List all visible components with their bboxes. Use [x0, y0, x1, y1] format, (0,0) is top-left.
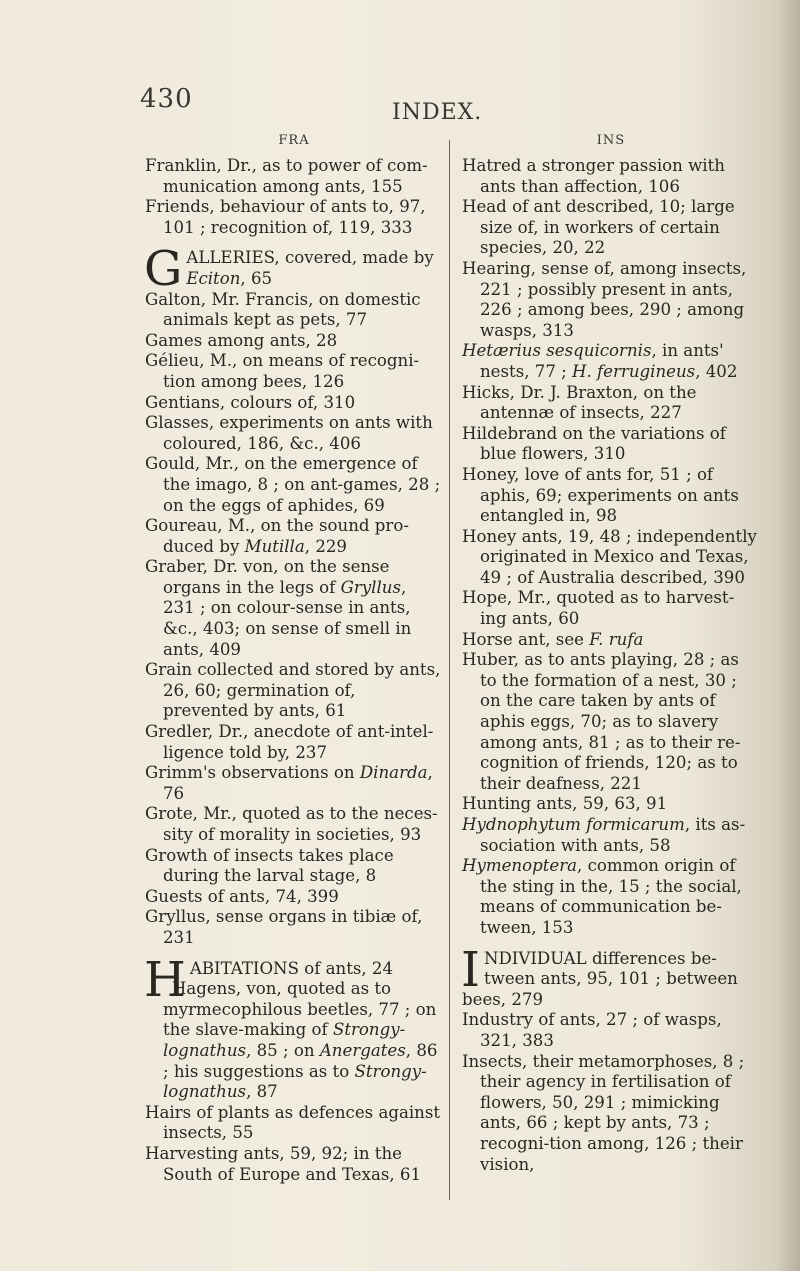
index-entry — [462, 1010, 760, 1051]
entry-text: Huber, as to ants playing, 28 ; as to the formation of a nest, 30 ; on the care taken by ants of aphis eggs, 70; as to slavery among ants, 81 ; as to their re-cognition of friends, 120; as to their deafness, 221 — [462, 650, 741, 793]
entry-text: Hicks, Dr. J. Braxton, on the antennæ of insects, 227 — [462, 382, 697, 423]
italic-term: Strongy-lognathus — [163, 1061, 427, 1102]
section-gap — [145, 238, 443, 248]
index-entry — [462, 527, 760, 589]
italic-term: Gryllus — [340, 577, 401, 597]
italic-term: Mutilla — [244, 536, 305, 556]
entry-text: Glasses, experiments on ants with coloured, 186, &c., 406 — [145, 413, 433, 453]
entry-text: Harvesting ants, 59, 92; in the South of Europe and Texas, 61 — [145, 1143, 422, 1184]
entry-text: ABITATIONS of ants, 24 — [189, 958, 394, 978]
entry-text: Hagens, von, quoted as to myrmecophilous beetles, 77 ; on the slave-making of — [163, 979, 437, 1040]
entry-text: Honey, love of ants for, 51 ; of aphis, 69; experiments on ants entangled in, 98 — [462, 464, 739, 526]
index-entry — [145, 393, 443, 414]
entry-text: Gould, Mr., on the emergence of the imago, 8 ; on ant-games, 28 ; on the eggs of aphides, 69 — [145, 454, 441, 515]
index-entry — [145, 331, 443, 352]
entry-text: Friends, behaviour of ants to, 97, 101 ; recognition of, 119, 333 — [145, 197, 426, 237]
index-entry — [145, 290, 443, 331]
index-entry — [145, 454, 443, 516]
index-entry — [462, 156, 760, 197]
entry-text: Gryllus, sense organs in tibiæ of, 231 — [145, 907, 423, 947]
right-entries — [462, 156, 760, 1175]
index-entry — [145, 413, 443, 454]
entry-text: Hearing, sense of, among insects, 221 ; possibly present in ants, 226 ; among bees, 290 ; among wasps, 313 — [462, 258, 747, 340]
entry-text: , 87 — [246, 1082, 278, 1102]
index-column-left — [145, 130, 443, 1185]
index-entry — [145, 979, 443, 1103]
left-entries — [145, 156, 443, 1185]
section-initial: H — [144, 951, 186, 1008]
index-entry — [461, 941, 760, 1011]
index-entry — [462, 341, 760, 382]
index-entry — [145, 197, 443, 238]
index-entry — [145, 1144, 443, 1185]
entry-text: Head of ant described, 10; large size of, in workers of certain species, 20, 22 — [462, 197, 735, 258]
entry-text: Grain collected and stored by ants, 26, 60; germination of, prevented by ants, 61 — [145, 660, 441, 721]
index-entry — [144, 241, 443, 298]
index-entry — [462, 424, 760, 465]
guide-word-right: INS — [596, 133, 626, 148]
entry-text: Hunting ants, 59, 63, 91 — [462, 794, 668, 814]
index-entry — [145, 804, 443, 845]
index-entry — [462, 383, 760, 424]
index-entry — [462, 650, 760, 794]
entry-text: Horse ant, see — [462, 629, 590, 649]
entry-text: Graber, Dr. von, on the sense organs in the legs of — [145, 557, 390, 597]
entry-text: Gélieu, M., on means of recogni-tion among bees, 126 — [145, 351, 420, 391]
entry-text: , 76 — [163, 763, 433, 803]
index-entry — [145, 722, 443, 763]
index-entry — [145, 1103, 443, 1144]
italic-term: Eciton — [186, 268, 241, 288]
index-entry — [145, 351, 443, 392]
italic-term: Hydnophytum formicarum — [462, 815, 685, 834]
index-entry — [145, 887, 443, 908]
entry-text: Gentians, colours of, 310 — [145, 392, 356, 412]
section-gap — [462, 939, 760, 949]
entry-text: , in ants' nests, 77 ; — [480, 341, 724, 381]
entry-text: Hatred a stronger passion with ants than affection, 106 — [462, 156, 725, 196]
entry-text: Industry of ants, 27 ; of wasps, 321, 383 — [462, 1010, 722, 1050]
index-entry — [145, 660, 443, 722]
entry-text: , common origin of the sting in the, 15 ; the social, means of communication be-tween, 153 — [480, 856, 742, 937]
entry-text: Insects, their metamorphoses, 8 ; their agency in fertilisation of flowers, 50, 291 ; mimicking ants, 66 ; kept by ants, 73 ; recogni-tion among, 126 ; their vision, — [462, 1051, 745, 1174]
index-entry — [462, 588, 760, 629]
entry-text: , 231 ; on colour-sense in ants, &c., 403; on sense of smell in ants, 409 — [163, 577, 412, 659]
entry-text: , 86 ; his suggestions as to — [163, 1040, 438, 1081]
index-entry — [145, 557, 443, 660]
entry-text: Gredler, Dr., anecdote of ant-intel-ligence told by, 237 — [145, 722, 434, 762]
entry-text: Goureau, M., on the sound pro-duced by — [145, 516, 409, 556]
index-entry — [462, 630, 760, 651]
entry-text: , 402 — [695, 361, 738, 381]
index-entry — [462, 1052, 760, 1176]
column-divider — [449, 140, 450, 1200]
section-initial: G — [144, 241, 183, 298]
italic-term: sesquicornis — [546, 341, 652, 361]
index-entry — [462, 794, 760, 815]
index-entry — [462, 856, 760, 938]
entry-text: Franklin, Dr., as to power of com-munication among ants, 155 — [145, 156, 428, 196]
entry-text: , 65 — [240, 268, 273, 288]
entry-text: Games among ants, 28 — [145, 330, 338, 350]
entry-text: NDIVIDUAL differences be-tween ants, 95, 101 ; between bees, 279 — [462, 948, 738, 1009]
index-entry — [145, 156, 443, 197]
index-entry — [145, 763, 443, 804]
index-entry — [145, 516, 443, 557]
italic-term: Anergates — [319, 1040, 406, 1060]
entry-text: , 85 ; on — [246, 1040, 320, 1060]
entry-text: Galton, Mr. Francis, on domestic animals kept as pets, 77 — [145, 289, 421, 330]
italic-term: Dinarda — [359, 763, 428, 783]
index-entry — [145, 846, 443, 887]
italic-term: F. rufa — [589, 629, 644, 649]
entry-text: Honey ants, 19, 48 ; independently originated in Mexico and Texas, 49 ; of Australia described, 390 — [462, 526, 757, 587]
index-entry — [462, 259, 760, 341]
entry-text: Hairs of plants as defences against insects, 55 — [145, 1102, 441, 1143]
entry-text: Hope, Mr., quoted as to harvest-ing ants, 60 — [462, 588, 735, 629]
italic-term: H. ferrugineus — [572, 361, 696, 381]
entry-text: Grimm's observations on — [145, 763, 360, 783]
index-column-right — [462, 130, 760, 1175]
running-head: INDEX. — [392, 100, 483, 125]
guide-word-left: FRA — [278, 133, 310, 148]
entry-text: Guests of ants, 74, 399 — [145, 886, 339, 906]
index-entry — [462, 465, 760, 527]
entry-text: ALLERIES, covered, made by — [186, 248, 434, 268]
italic-term: Strongy-lognathus — [163, 1020, 406, 1060]
index-entry — [145, 907, 443, 948]
page-number: 430 — [140, 84, 193, 114]
entry-text: Hildebrand on the variations of blue flowers, 310 — [462, 423, 726, 464]
index-entry — [462, 815, 760, 856]
page-edge-shadow — [776, 0, 800, 1271]
entry-text: , 229 — [304, 536, 347, 556]
index-entry — [462, 197, 760, 259]
entry-text: Grote, Mr., quoted as to the neces-sity of morality in societies, 93 — [145, 804, 438, 844]
entry-text: , its as-sociation with ants, 58 — [480, 815, 746, 855]
section-initial: I — [461, 941, 480, 998]
entry-text: Growth of insects takes place during the larval stage, 8 — [145, 845, 394, 886]
section-gap — [145, 949, 443, 959]
italic-term: Hymenoptera — [462, 856, 578, 876]
index-entry — [144, 951, 443, 1008]
italic-term: Hetærius — [462, 341, 541, 361]
